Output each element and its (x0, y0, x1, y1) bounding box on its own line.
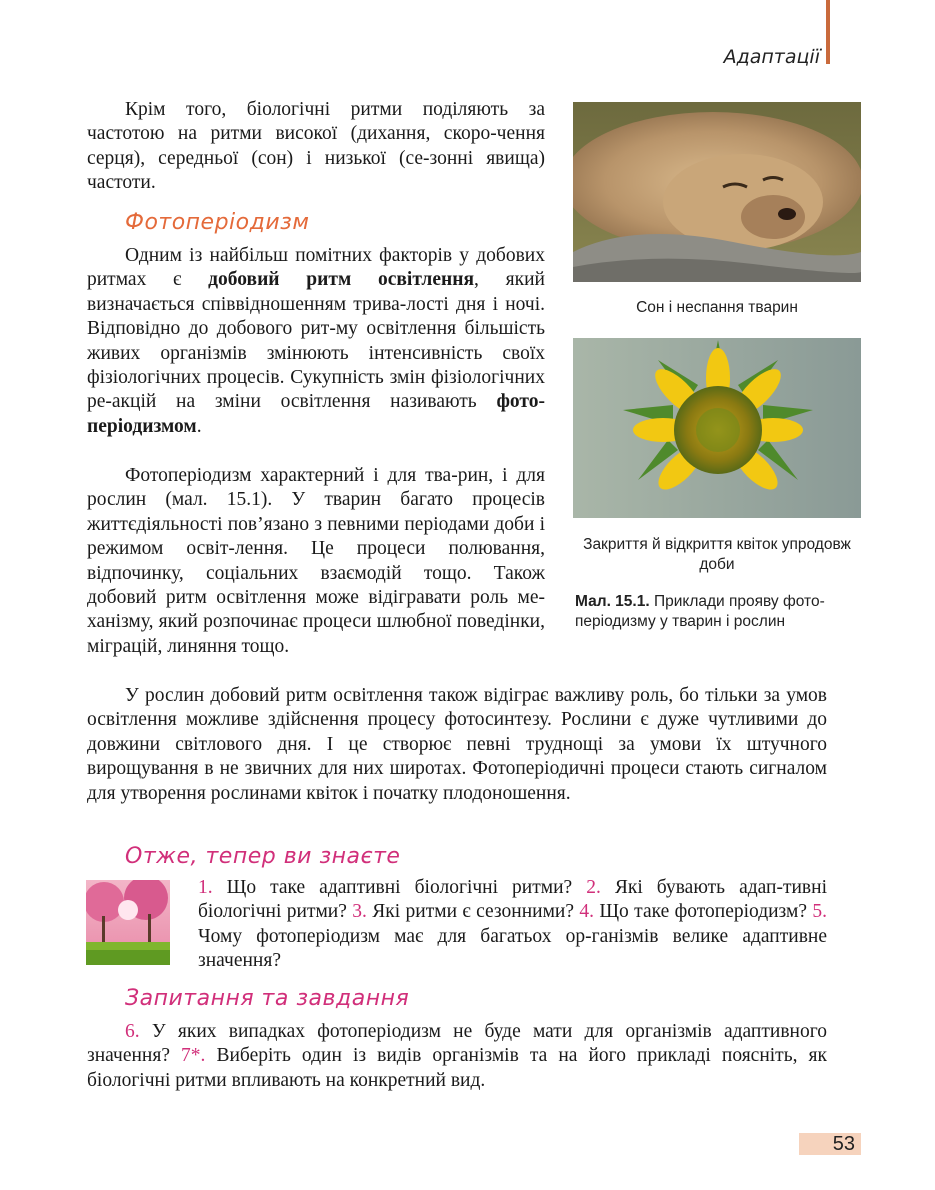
running-header-title: Адаптації (723, 46, 820, 68)
sunflower-photo (573, 338, 861, 518)
photoperiodism-paragraph-3: У рослин добовий ритм освітлення також відіграє важливу роль, бо тільки за умов освітлення можливе здійснення процесу фотосинтезу. Рослини є дуже чутливими до довжини світлового дня. І це створює певні труднощі за умови їх штучного вирощування в не звичних для них широтах. Фотоперіодичні процеси стають сигналом для утворення рослинами квіток і початку плодоношення. (87, 685, 827, 804)
intro-paragraph: Крім того, біологічні ритми поділяють за частотою на ритми високої (дихання, скоро-чення серця), середньої (сон) і низької (се-зонні явища) частоти. (87, 99, 545, 194)
photoperiodism-paragraph-1: Одним із найбільш помітних факторів у добових ритмах є добовий ритм освітлення, який визначається співвідношенням трива-лості дня і ночі. Відповідно до добового рит-му освітлення більшість живих організмів змінюють інтенсивність своїх фізіологічних процесів. Сукупність змін фізіологічних ре-акцій на зміни освітлення називають фото-періодизмом. (87, 245, 545, 437)
summary-heading: Отже, тепер ви знаєте (125, 844, 401, 869)
photoperiodism-paragraph-2: Фотоперіодизм характерний і для тва-рин, і для рослин (мал. 15.1). У тварин багато процесів життєдіяльності пов’язано з певними періодами доби і режимом освіт-лення. Це процеси полювання, відпочинку, соціальних взаємодій тощо. Також добовий ритм освітлення може відігравати роль ме-ханізму, який розпочинає процеси шлюбної поведінки, міграцій, линяння тощо. (87, 465, 545, 657)
tasks-paragraph: 6. У яких випадках фотоперіодизм не буде мати для організмів адаптивного значення? 7*. Виберіть один із видів організмів та на його прикладі поясніть, як біологічні ритми впливають на конкретний вид. (87, 1021, 827, 1091)
figure-caption: Мал. 15.1. Приклади прояву фото-періодизму у тварин і рослин (575, 593, 825, 630)
header-accent-rule (826, 0, 830, 64)
term-daily-light-rhythm: добовий ритм освітлення (208, 269, 475, 291)
page-number: 53 (832, 1133, 855, 1155)
term-photoperiodism: фото-періодизмом (87, 391, 545, 437)
tasks-heading: Запитання та завдання (125, 986, 410, 1011)
section-heading-photoperiodism: Фотоперіодизм (125, 210, 310, 235)
summary-questions: 1. Що таке адаптивні біологічні ритми? 2. Які бувають адап-тивні біологічні ритми? 3. Які ритми є сезонними? 4. Що таке фотоперіодизм? 5. Чому фотоперіодизм має для багатьох ор-ганізмів велике адаптивне значення? (198, 877, 827, 972)
figure-label: Мал. 15.1. (575, 593, 650, 610)
sunflower-photo-caption: Закриття й відкриття квіток упродовж доби (583, 536, 851, 573)
lion-photo-caption: Сон і неспання тварин (636, 299, 798, 316)
sleeping-lion-photo (573, 102, 861, 282)
page-number-box (799, 1133, 861, 1155)
blossom-trees-photo (86, 880, 170, 965)
